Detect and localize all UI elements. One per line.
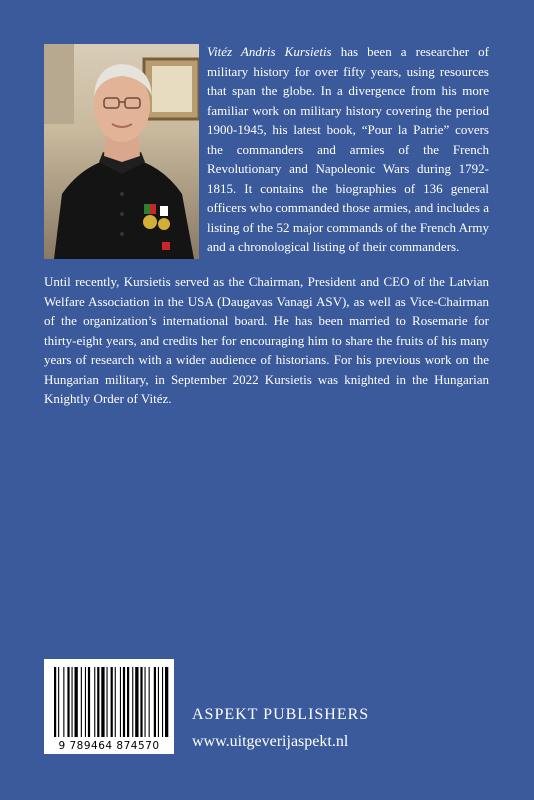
author-bio-paragraph-2: Until recently, Kursietis served as the Chairman, President and CEO of the Latvian Welfare Association in the USA (Daugavas Vanagi ASV), as well as Vice-Chairman of the organization’s international board. He has been married to Rosemarie for thirty-eight years, and credits her for encouraging him to share the fruits of his many years of research with a wider audience of historians. For his previous work on the Hungarian military, in September 2022 Kursietis was knighted in the Hungarian Knightly Order of Vitéz. bbox=[44, 274, 489, 406]
author-name: Vitéz Andris Kursietis bbox=[207, 44, 332, 59]
isbn-number: 9 789464 874570 bbox=[58, 740, 160, 752]
author-photo bbox=[44, 44, 199, 259]
bio-text: has been a researcher of military history for over fifty years, using resources that span the globe. In a divergence from his more familiar work on military history covering the period 1900-1945, his latest book, “Pour la Patrie” covers the commanders and armies of the French Revolutionary and Napoleonic Wars during 1792-1815. It contains the biographies of 136 general officers who commanded those armies, and includes a listing of the 52 major commands of the French Army and a chronological listing of their commanders. bbox=[207, 44, 489, 254]
publisher-name: ASPEKT PUBLISHERS bbox=[192, 706, 370, 723]
isbn-barcode bbox=[44, 659, 174, 754]
barcode-bars bbox=[44, 659, 174, 739]
author-portrait-image bbox=[44, 44, 199, 259]
publisher-website: www.uitgeverijaspekt.nl bbox=[192, 733, 349, 750]
author-bio-paragraph-1 bbox=[207, 42, 489, 257]
